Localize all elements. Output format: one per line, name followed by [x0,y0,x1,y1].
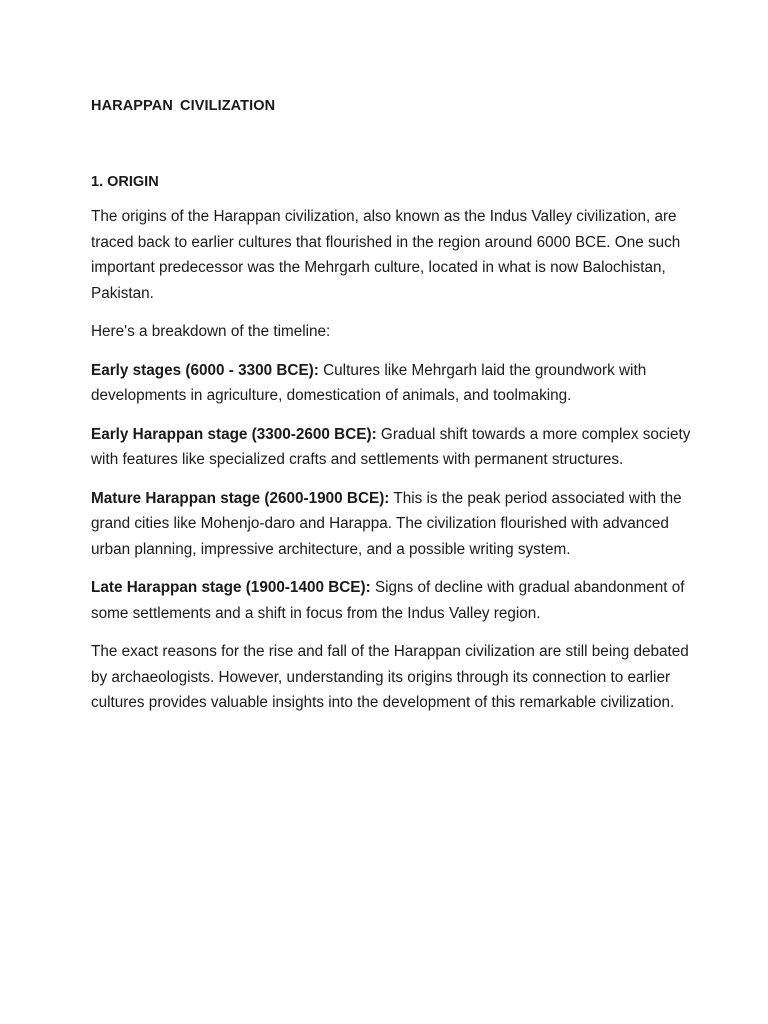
section-heading-origin: 1. ORIGIN [91,174,159,190]
stage-text: Gradual shift towards a more complex society with features like specialized crafts and settlements with permanent structures. [91,425,691,468]
stage-paragraph-mature-harappan [91,486,691,563]
stage-label: Early Harappan stage (3300-2600 BCE): [91,425,377,443]
document-body [91,96,691,716]
intro-paragraph: The origins of the Harappan civilization, also known as the Indus Valley civilization, are traced back to earlier cultures that flourished in the region around 6000 BCE. One such important predecessor was the Mehrgarh culture, located in what is now Balochistan, Pakistan. [91,208,681,302]
stage-label: Late Harappan stage (1900-1400 BCE): [91,579,371,596]
stage-text: Signs of decline with gradual abandonment of some settlements and a shift in focus from the Indus Valley region. [91,579,685,622]
stage-paragraph-early-harappan [91,422,691,473]
stage-label: Early stages (6000 - 3300 BCE): [91,361,319,379]
stage-text: This is the peak period associated with the grand cities like Mohenjo-daro and Harappa. The civilization flourished with advanced urban planning, impressive architecture, and a possible writing system. [91,489,682,558]
stage-paragraph-late-harappan [91,575,691,626]
stage-paragraph-early [91,358,691,409]
conclusion-paragraph: The exact reasons for the rise and fall of the Harappan civilization are still being debated by archaeologists. However, understanding its origins through its connection to earlier cultures provides valuable insights into the development of this remarkable civilization. [91,643,689,711]
timeline-lead-paragraph: Here's a breakdown of the timeline: [91,323,331,340]
stage-text: Cultures like Mehrgarh laid the groundwork with developments in agriculture, domestication of animals, and toolmaking. [91,361,647,404]
document-title: HARAPPAN CIVILIZATION [91,98,276,114]
stage-label: Mature Harappan stage (2600-1900 BCE): [91,489,390,507]
